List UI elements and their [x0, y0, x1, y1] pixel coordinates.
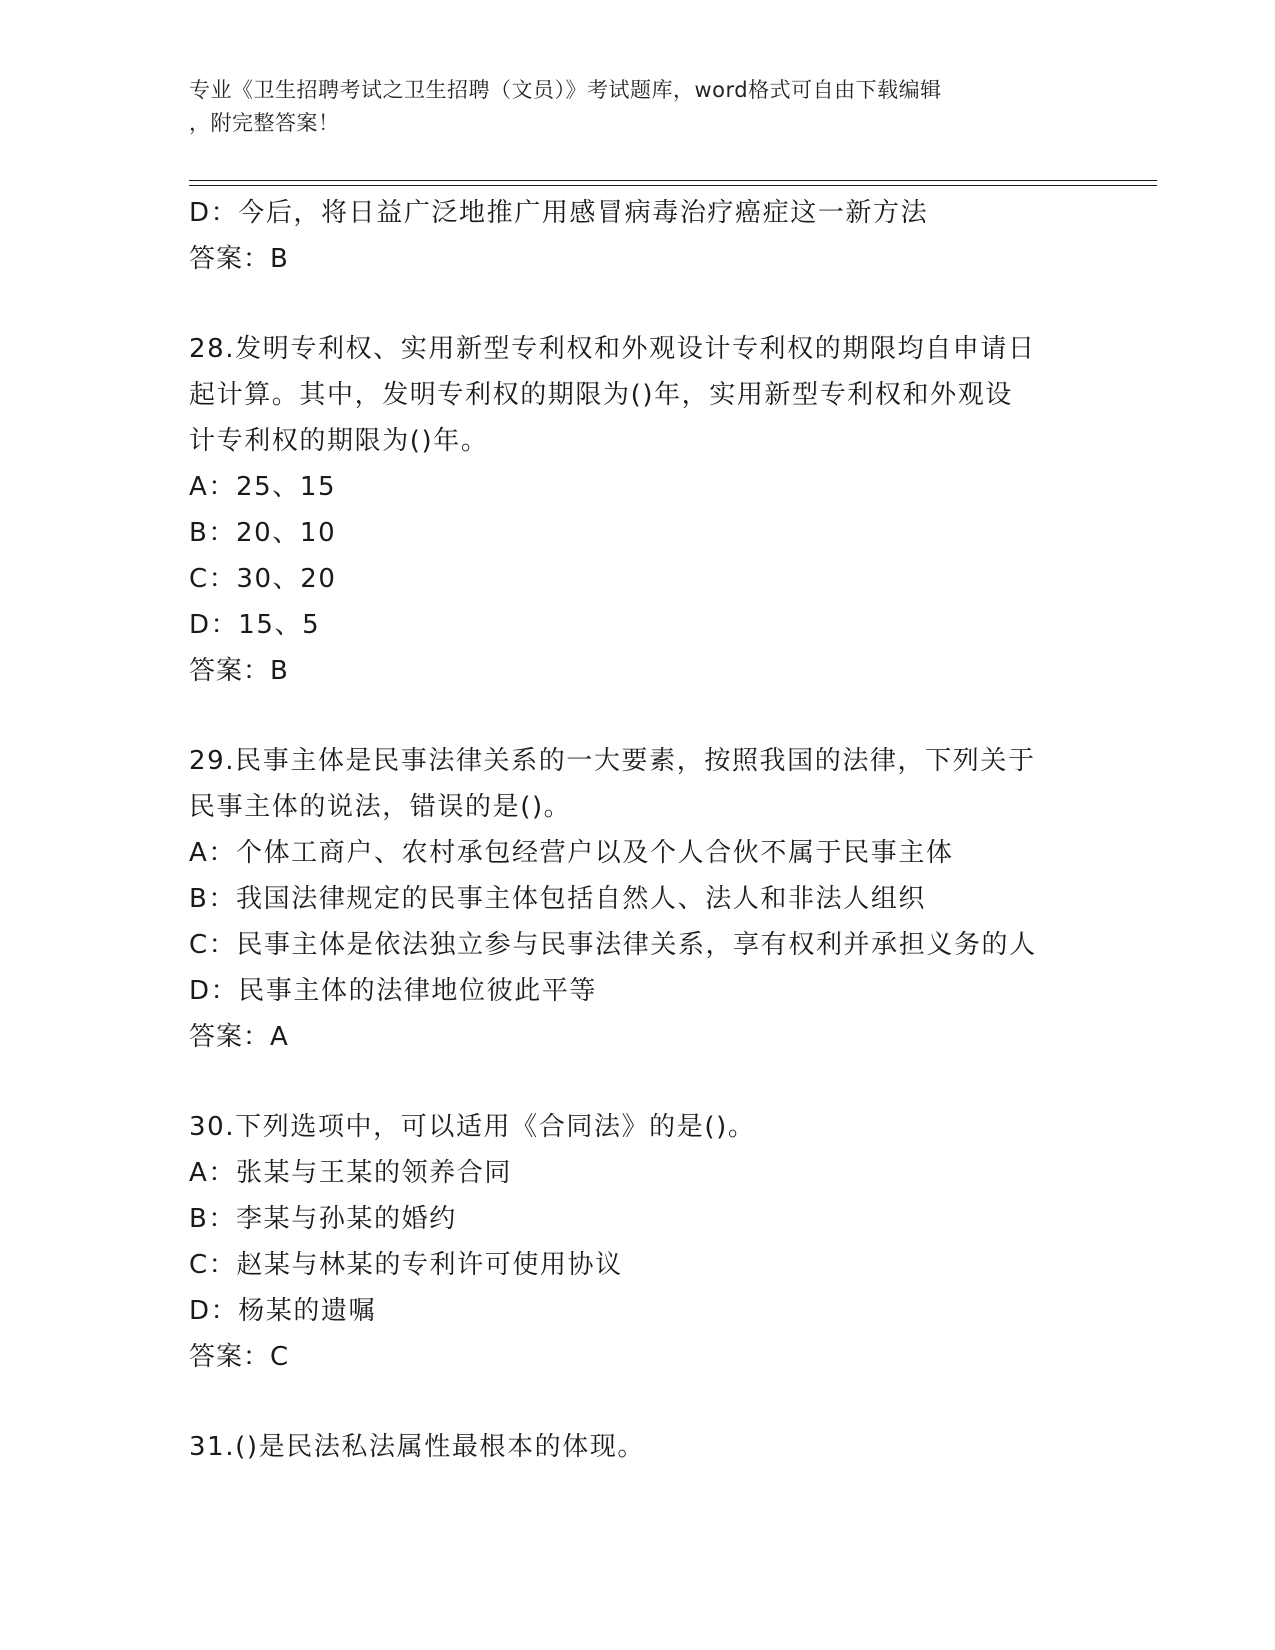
- header-line-2: ，附完整答案！: [189, 111, 340, 135]
- option-c: C：民事主体是依法独立参与民事法律关系，享有权利并承担义务的人: [189, 930, 1037, 960]
- spacer: [189, 694, 1089, 738]
- answer: 答案：A: [189, 1022, 289, 1052]
- question-text-line: 民事主体的说法，错误的是()。: [189, 792, 572, 822]
- answer: 答案：B: [189, 656, 289, 686]
- spacer: [189, 1380, 1089, 1424]
- question-text-line: 起计算。其中，发明专利权的期限为()年，实用新型专利权和外观设: [189, 380, 1013, 410]
- question-text-line: 30.下列选项中，可以适用《合同法》的是()。: [189, 1112, 756, 1142]
- option-d: D：15、5: [189, 610, 321, 640]
- header-divider-bottom: [189, 185, 1157, 186]
- option-a: A：25、15: [189, 472, 337, 502]
- option-b: B：我国法律规定的民事主体包括自然人、法人和非法人组织: [189, 884, 927, 914]
- header-line-1: 专业《卫生招聘考试之卫生招聘（文员）》考试题库，word格式可自由下载编辑: [189, 78, 942, 102]
- document-header: [189, 74, 1089, 140]
- question-content: [189, 190, 1089, 1470]
- question-28: [189, 326, 1089, 694]
- prev-option-d: D：今后，将日益广泛地推广用感冒病毒治疗癌症这一新方法: [189, 198, 929, 228]
- option-d: D：杨某的遗嘱: [189, 1296, 377, 1326]
- option-a: A：个体工商户、农村承包经营户以及个人合伙不属于民事主体: [189, 838, 954, 868]
- question-29: [189, 738, 1089, 1060]
- header-divider-top: [189, 180, 1157, 181]
- question-31: [189, 1424, 1089, 1470]
- option-d: D：民事主体的法律地位彼此平等: [189, 976, 598, 1006]
- option-b: B：李某与孙某的婚约: [189, 1204, 457, 1234]
- prev-answer: 答案：B: [189, 244, 289, 274]
- question-text-line: 28.发明专利权、实用新型专利权和外观设计专利权的期限均自申请日: [189, 334, 1036, 364]
- option-c: C：赵某与林某的专利许可使用协议: [189, 1250, 623, 1280]
- spacer: [189, 1060, 1089, 1104]
- option-a: A：张某与王某的领养合同: [189, 1158, 512, 1188]
- answer: 答案：C: [189, 1342, 290, 1372]
- question-text-line: 29.民事主体是民事法律关系的一大要素，按照我国的法律，下列关于: [189, 746, 1036, 776]
- question-text-line: 计专利权的期限为()年。: [189, 426, 489, 456]
- question-text-line: 31.()是民法私法属性最根本的体现。: [189, 1432, 646, 1462]
- option-c: C：30、20: [189, 564, 337, 594]
- question-30: [189, 1104, 1089, 1380]
- spacer: [189, 282, 1089, 326]
- option-b: B：20、10: [189, 518, 337, 548]
